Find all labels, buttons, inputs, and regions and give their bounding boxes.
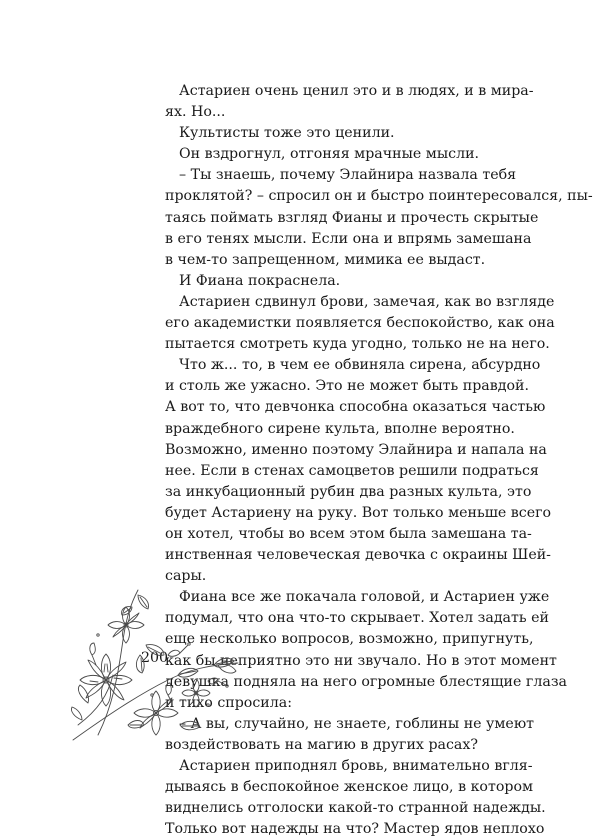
text-line: его академистки появляется беспокойство, как она bbox=[165, 315, 555, 332]
text-line: сары. bbox=[165, 568, 207, 585]
text-line: проклятой? – спросил он и быстро поинтересовался, пы- bbox=[165, 188, 593, 205]
text-line: девушка подняла на него огромные блестящие глаза bbox=[165, 673, 568, 690]
text-line: враждебного сирене культа, вполне вероятно. bbox=[165, 420, 515, 437]
text-line: ях. Но... bbox=[165, 104, 226, 121]
text-line: нее. Если в стенах самоцветов решили подраться bbox=[165, 462, 539, 479]
text-line: Что ж... то, в чем ее обвиняла сирена, абсурдно bbox=[179, 357, 541, 374]
text-line: И Фиана покраснела. bbox=[179, 272, 341, 289]
text-line: Он вздрогнул, отгоняя мрачные мысли. bbox=[179, 146, 480, 163]
text-line: Астариен сдвинул брови, замечая, как во взгляде bbox=[179, 293, 555, 310]
text-line: виднелись отголоски какой-то странной надежды. bbox=[165, 800, 546, 817]
page-number: 200 bbox=[141, 650, 169, 666]
text-line: инственная человеческая девочка с окраины Шей- bbox=[165, 547, 551, 564]
text-line: еще несколько вопросов, возможно, припугнуть, bbox=[165, 631, 534, 648]
text-line: в его тенях мысли. Если она и впрямь замешана bbox=[165, 230, 532, 247]
text-line: и столь же ужасно. Это не может быть правдой. bbox=[165, 378, 529, 395]
text-line: он хотел, чтобы во всем этом была замешана та- bbox=[165, 525, 532, 542]
text-line: подумал, что она что-то скрывает. Хотел задать ей bbox=[165, 610, 549, 627]
text-line: за инкубационный рубин два разных культа, это bbox=[165, 483, 532, 500]
text-line: Возможно, именно поэтому Элайнира и напала на bbox=[165, 441, 547, 458]
text-line: и тихо спросила: bbox=[165, 694, 293, 711]
text-line: таясь поймать взгляд Фианы и прочесть скрытые bbox=[165, 209, 539, 226]
text-line: Астариен приподнял бровь, внимательно вгля- bbox=[179, 758, 533, 774]
text-line: – А вы, случайно, не знаете, гоблины не умеют bbox=[179, 715, 535, 732]
text-line: будет Астариену на руку. Вот только меньше всего bbox=[165, 504, 552, 521]
text-line: воздействовать на магию в других расах? bbox=[165, 736, 478, 753]
text-line: – Ты знаешь, почему Элайнира назвала тебя bbox=[179, 167, 517, 184]
text-line: дываясь в беспокойное женское лицо, в котором bbox=[165, 779, 534, 796]
text-line: Только вот надежды на что? Мастер ядов неплохо bbox=[165, 821, 545, 838]
floral-ornament-icon bbox=[68, 585, 243, 745]
text-line: в чем-то запрещенном, мимика ее выдаст. bbox=[165, 251, 486, 268]
text-line: Культисты тоже это ценили. bbox=[179, 125, 395, 142]
text-line: пытается смотреть куда угодно, только не на него. bbox=[165, 336, 550, 353]
text-line: Фиана все же покачала головой, и Астариен уже bbox=[179, 589, 550, 606]
text-line: как бы неприятно это ни звучало. Но в этот момент bbox=[165, 652, 557, 669]
text-line: Астариен очень ценил это и в людях, и в мира- bbox=[179, 83, 534, 99]
text-line: А вот то, что девчонка способна оказаться частью bbox=[165, 399, 546, 416]
